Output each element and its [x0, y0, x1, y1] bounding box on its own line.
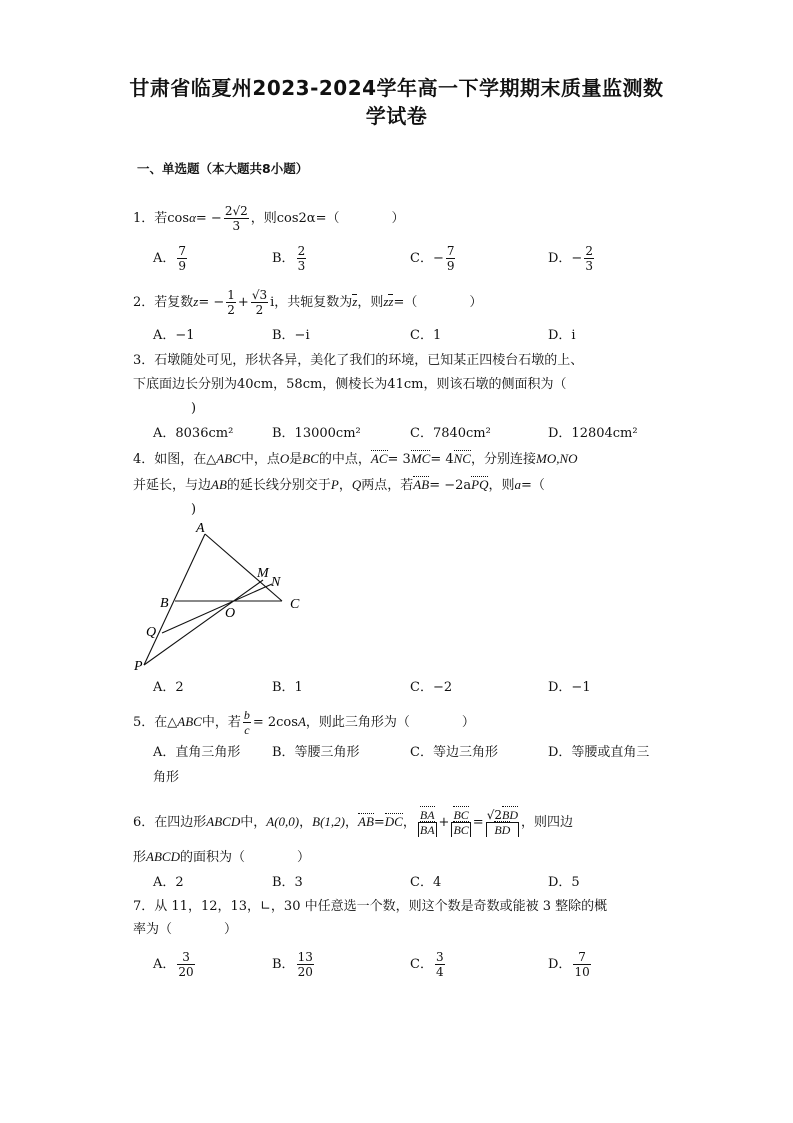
- section-heading: 一、单选题（本大题共8小题）: [137, 161, 309, 176]
- question-4-line1: 4．如图，在△ABC中，点O是BC的中点，AC= 3MC= 4NC，分别连接MO,NO: [133, 451, 578, 467]
- q2-option-a: A．−1: [153, 328, 195, 343]
- q7-option-c: C． $\frac{3}{4}$: [410, 950, 444, 979]
- label-o: O: [225, 606, 236, 621]
- q3-option-a: A．8036cm²: [153, 426, 234, 441]
- question-3-line1: 3．石墩随处可见，形状各异，美化了我们的环境，已知某正四棱台石墩的上、: [133, 353, 584, 368]
- label-n: N: [271, 575, 281, 590]
- q3-option-b: B．13000cm²: [272, 426, 361, 441]
- q5-option-c: C．等边三角形: [410, 745, 498, 760]
- q4-option-b: B．1: [272, 680, 303, 695]
- exam-title-line1: 甘肃省临夏州2023-2024学年高一下学期期末质量监测数: [129, 76, 664, 100]
- q2-option-b: B．−i: [272, 328, 310, 343]
- q4-option-a: A．2: [153, 680, 184, 695]
- q3-option-c: C．7840cm²: [410, 426, 491, 441]
- q1-option-b: B． $\frac{2}{3}$: [272, 244, 306, 273]
- label-c: C: [290, 597, 300, 612]
- q6-option-d: D．5: [548, 875, 580, 890]
- q6-option-c: C．4: [410, 875, 442, 890]
- label-q: Q: [146, 625, 157, 640]
- q5-option-d-wrap: 角形: [153, 770, 180, 785]
- exam-title-line2: 学试卷: [365, 104, 428, 128]
- label-a: A: [196, 521, 205, 536]
- q2-option-c: C．1: [410, 328, 442, 343]
- q4-option-c: C．−2: [410, 680, 453, 695]
- q6-option-b: B．3: [272, 875, 303, 890]
- q5-option-d: D．等腰或直角三: [548, 745, 650, 760]
- q6-option-a: A．2: [153, 875, 184, 890]
- line-ap: [144, 534, 205, 665]
- q7-option-b: B． $\frac{13}{20}$: [272, 950, 313, 979]
- q4-option-d: D．−1: [548, 680, 591, 695]
- line-pm: [144, 580, 263, 665]
- label-p: P: [134, 659, 143, 674]
- question-6-line1: 6．在四边形ABCD中，A(0,0)，B(1,2)，AB=DC， $\frac{BA}{BA}$ + $\frac{BC}{BC}$ = $\frac{√2BD}{BD}$ ，则四边: [133, 808, 573, 837]
- question-3-line2: 下底面边长分别为40cm，58cm，侧棱长为41cm，则该石墩的侧面积为（: [133, 377, 567, 392]
- q7-option-a: A． $\frac{3}{20}$: [153, 950, 194, 979]
- triangle-figure: [130, 520, 310, 675]
- question-7-line1: 7．从 11，12，13，∟，30 中任意选一个数，则这个数是奇数或能被 3 整除的概: [133, 899, 608, 914]
- question-4-line3: ): [191, 502, 197, 517]
- question-2: 2．若复数z= − $\frac{1}{2}$ + $\frac{√3}{2}$ i，共轭复数为z，则zz=（ ）: [133, 288, 483, 317]
- question-1: 1．若cosα= − $\frac{2√2}{3}$ ，则cos2α=（ ）: [133, 204, 405, 233]
- label-b: B: [160, 596, 169, 611]
- q7-option-d: D． $\frac{7}{10}$: [548, 950, 590, 979]
- question-6-line2: 形ABCD的面积为（ ）: [133, 849, 310, 865]
- line-ac: [205, 534, 282, 601]
- label-m: M: [257, 566, 269, 581]
- q2-option-d: D．i: [548, 328, 576, 343]
- q1-option-a: A． $\frac{7}{9}$: [153, 244, 187, 273]
- question-7-line2: 率为（ ）: [133, 922, 238, 937]
- question-5: 5．在△ABC中，若 $\frac{b}{c}$ = 2cosA，则此三角形为（ ）: [133, 708, 475, 737]
- q5-option-b: B．等腰三角形: [272, 745, 360, 760]
- q1-option-c: C．− $\frac{7}{9}$: [410, 244, 455, 273]
- q5-option-a: A．直角三角形: [153, 745, 241, 760]
- question-3-line3: ): [191, 401, 197, 416]
- q3-option-d: D．12804cm²: [548, 426, 638, 441]
- question-4-line2: 并延长，与边AB的延长线分别交于P，Q两点，若AB= −2aPQ，则a=（: [133, 477, 545, 493]
- q1-option-d: D．− $\frac{2}{3}$: [548, 244, 593, 273]
